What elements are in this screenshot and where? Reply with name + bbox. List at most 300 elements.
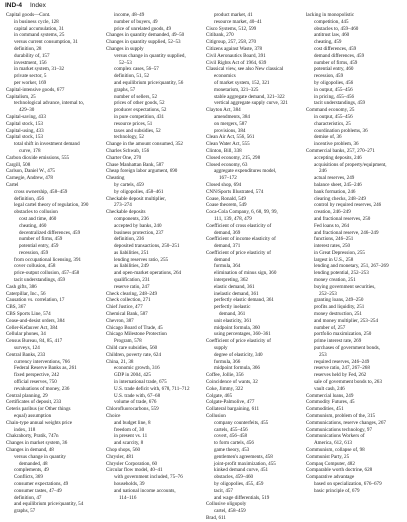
index-entry: Coase theorem, 549 <box>206 202 247 209</box>
index-entry: Coke, Jimmy, 322 <box>206 385 244 392</box>
index-entry: Checkable deposits <box>106 209 146 216</box>
index-entry: Chief Justice, 477 <box>106 304 143 311</box>
index-subentry: Program, 578 <box>114 338 142 345</box>
index-entry: Clean Water Act, 555 <box>206 141 250 148</box>
index-subentry: 246 <box>319 168 327 175</box>
index-subentry: supply <box>214 345 228 352</box>
index-subentry: prime interest rate, 269 <box>314 338 362 345</box>
index-entry: Children, poverty rate, 624 <box>106 351 162 358</box>
index-column-1 <box>6 12 105 515</box>
index-subentry: purchases of government bonds, <box>314 345 380 352</box>
index-subentry: demand differences, 459 <box>314 52 365 59</box>
index-entry: Closed economy, 63 <box>206 161 248 168</box>
index-subentry: potential entry, 460 <box>314 66 354 73</box>
index-subentry: accepting deposits, 246 <box>314 154 362 161</box>
index-entry: Civil Rights Act of 1964, 639 <box>206 59 267 66</box>
index-subentry: America, 612, 613 <box>314 440 352 447</box>
index-entry: lacking in monopolistic <box>306 12 355 18</box>
index-subentry: clearing checks, 248–249 <box>314 195 366 202</box>
index-entry: Carnegie, Andrew, 478 <box>6 175 53 182</box>
index-entry: Check clearing, 248–249 <box>106 290 158 297</box>
index-entry: Capital stock, 153 <box>6 134 43 141</box>
index-entry: Commercial loans, 249 <box>306 392 354 399</box>
index-subentry: using percentages, 360–361 <box>214 331 271 338</box>
index-subentry: by oligopolies, 456 <box>314 79 354 86</box>
index-subentry: tacit understandings, 459 <box>14 277 66 284</box>
index-subentry: degree of elasticity, 340 <box>214 351 263 358</box>
index-subentry: in business cycle, 128 <box>14 18 59 25</box>
index-subentry: perfectly inelastic <box>214 304 251 311</box>
index-subentry: formula, 364 <box>214 263 241 270</box>
index-entry: Closed economy, 215, 298 <box>206 154 261 161</box>
index-entry: Citibank, 270 <box>206 32 234 39</box>
index-subentry: total shift in investment demand <box>14 141 80 148</box>
index-subentry: monetarism, 321–325 <box>214 86 259 93</box>
index-entry: Cheating <box>106 175 125 182</box>
index-entry: Cargill, 508 <box>6 161 31 168</box>
index-subentry: number of sellers, 52 <box>114 93 158 100</box>
index-entry: Chrysler Corporation, 60 <box>106 460 158 467</box>
index-subentry: in output, 455–456 <box>314 113 353 120</box>
index-entry: Caterpillar, Inc., 56 <box>6 290 46 297</box>
index-subentry: money destruction, 251 <box>314 311 362 318</box>
index-entry: China, 21, 38 <box>106 358 134 365</box>
index-subentry: balance sheet, 245–246 <box>314 181 362 188</box>
index-subentry: required reserves, 246–249 <box>314 358 370 365</box>
index-columns <box>6 12 406 521</box>
index-entry: Capital-intensive goods, 677 <box>6 86 65 93</box>
index-subentry: acquisitions of property/equipment, <box>314 161 387 168</box>
index-subentry: creation, 246–249 <box>314 209 351 216</box>
index-entry: Changes in quantity supplied, 52–53 <box>106 39 181 46</box>
index-subentry: from occupational licensing, 391 <box>14 256 82 263</box>
index-subentry: cartels, 455–456 <box>214 426 248 433</box>
index-subentry: bank formation, 246 <box>314 188 356 195</box>
index-subentry: lending potential, 252–253 <box>314 270 369 277</box>
index-entry: Changes in supply <box>106 45 144 52</box>
index-subentry: tacit understandings, 459 <box>314 100 366 107</box>
index-subentry: money creation, 251 <box>314 277 356 284</box>
index-subentry: and fractional reserves, 250 <box>314 215 371 222</box>
index-entry: Colgate, 465 <box>206 392 233 399</box>
index-subentry: by oligopolies, 458–461 <box>114 188 164 195</box>
index-subentry: in market system, 31–32 <box>14 66 65 73</box>
index-subentry: 52–53 <box>119 59 132 66</box>
index-subentry: reserve ratio, 247, 267–268 <box>314 365 370 372</box>
index-subentry: cover collusion, 458 <box>14 263 56 270</box>
index-subentry: cost differences, 459 <box>314 45 357 52</box>
index-subentry: based on specialization, 676–679 <box>314 480 382 487</box>
index-entry: Capital-saving, 433 <box>6 113 46 120</box>
index-subentry: revaluations of money, 236 <box>14 385 70 392</box>
index-subentry: vertical aggregate supply curve, 321 <box>214 100 288 107</box>
index-entry: Cellular phones, 34 <box>6 331 46 338</box>
index-subentry: definition, 47 <box>14 494 42 501</box>
index-entry: Collusion <box>206 413 226 420</box>
index-subentry: cross ownership, 458–459 <box>14 188 68 195</box>
index-subentry: interpreting, 362 <box>214 277 248 284</box>
index-subentry: definition, 28 <box>14 45 42 52</box>
index-subentry: perfectly elastic demand, 361 <box>214 297 274 304</box>
index-subentry: company counterfeits, 455 <box>214 419 269 426</box>
index-subentry: Conflicts, 369 <box>14 474 43 481</box>
index-entry: Choice <box>106 413 121 420</box>
index-entry: Chakraborty, Pratik, 747n <box>6 433 59 440</box>
index-subentry: 114–116 <box>119 494 137 501</box>
index-subentry: demand, 371 <box>214 243 241 250</box>
page-title: Index <box>29 2 46 9</box>
index-subentry: in command systems, 25 <box>14 32 65 39</box>
index-subentry: interest rates, 250 <box>314 243 351 250</box>
index-entry: Change in the amount consumed, 352 <box>106 141 183 148</box>
index-column-3 <box>206 12 305 521</box>
index-subentry: demanded, 48 <box>19 460 48 467</box>
index-subentry: of market system, 152, 321 <box>214 79 270 86</box>
index-subentry: gentlemen's agreements, 458 <box>214 453 273 460</box>
index-subentry: U.S. trade with, 67–68 <box>114 392 161 399</box>
index-subentry: with government included, 75–76 <box>114 474 183 481</box>
index-subentry: in output, 455–456 <box>314 86 353 93</box>
index-subentry: economics <box>214 73 236 80</box>
index-subentry: cheating, 459 <box>314 39 342 46</box>
index-subentry: components, 236 <box>114 215 149 222</box>
index-entry: Compaq Computer, 482 <box>306 460 355 467</box>
index-subentry: game theory, 453 <box>214 447 250 453</box>
index-subentry: and fractional reserve, 246–249 <box>314 229 379 236</box>
index-entry: Chemical Bank, 587 <box>106 311 148 318</box>
index-subentry: resource market, 40–41 <box>214 18 262 25</box>
index-entry: Cisco Systems, 512, 599 <box>206 25 257 32</box>
index-subentry: 167–172 <box>219 175 237 182</box>
index-subentry: demand, 361 <box>219 311 246 318</box>
index-entry: Central Banks, 233 <box>6 351 46 358</box>
index-entry: Communist Party, 25 <box>306 453 350 460</box>
index-subentry: economic growth, 316 <box>114 365 160 372</box>
index-subentry: and scarcity, 8 <box>114 440 144 447</box>
index-subentry: incentive problem, 36 <box>314 141 359 148</box>
index-subentry: accepted by banks, 240 <box>114 222 162 229</box>
index-subentry: durability of, 157 <box>14 52 50 59</box>
index-subentry: price-output collusion, 457–458 <box>14 270 80 277</box>
index-subentry: price of unrelated goods, 49 <box>114 25 172 32</box>
index-entry: Cash gifts, 386 <box>6 283 37 290</box>
index-subentry: surveys, 124 <box>14 345 40 352</box>
index-subentry: actual reserves, 249 <box>314 175 355 182</box>
index-entry: Commercial banks, 257, 270–271 <box>306 147 375 154</box>
index-subentry: consumer expectations, 49 <box>14 480 69 487</box>
index-subentry: complements, 49 <box>14 467 49 474</box>
index-entry: Circular flow model, 40–41 <box>106 467 163 474</box>
index-subentry: legal cartel theory of regulation, 390 <box>14 202 89 209</box>
index-subentry: equal) assumption <box>14 413 52 420</box>
index-entry: Cartel <box>6 181 19 188</box>
index-subentry: and equilibrium price/quantity, 54 <box>14 501 84 508</box>
index-subentry: 252–253 <box>319 290 337 297</box>
index-entry: Commodity Futures, 45 <box>306 399 355 406</box>
index-entry: Ceteris paribus (or Other things <box>6 406 71 413</box>
index-subentry: versus change in quantity <box>14 453 66 460</box>
index-subentry: official reserves, 750 <box>14 379 57 386</box>
index-subentry: midpoint formula, 360 <box>214 324 260 331</box>
index-entry: Communism, problem of the, 315 <box>306 413 376 420</box>
index-subentry: lending reserves ratio, 255 <box>114 256 169 263</box>
index-subentry: consumer tastes, 47–49 <box>14 487 62 494</box>
index-subentry: antitrust law, 460 <box>314 32 350 39</box>
index-entry: Checkable deposit multiplier, <box>106 195 166 202</box>
index-subentry: resource prices, 51 <box>114 120 153 127</box>
index-entry: Command economy, 25 <box>306 107 355 114</box>
index-entry: Communications technology, 97 <box>306 426 373 433</box>
running-header <box>5 1 46 11</box>
index-subentry: capital accumulation, 31 <box>14 25 64 32</box>
index-entry: Chain-type annual weights price <box>6 419 73 426</box>
index-subentry: fixed perspective, 242 <box>14 372 60 379</box>
index-subentry: in pure competition, 431 <box>114 113 165 120</box>
index-subentry: to form cartels, 456 <box>214 440 254 447</box>
index-subentry: potential entry, 459 <box>19 243 59 250</box>
index-subentry: vault cash, 246 <box>314 385 345 392</box>
index-subentry: number of, 257 <box>314 324 346 331</box>
index-entry: Certificates of deposit, 233 <box>6 399 62 406</box>
index-subentry: per worker, 169 <box>14 79 47 86</box>
index-subentry: recession, 459 <box>314 73 344 80</box>
index-entry: Coase, Ronald, 549 <box>206 195 246 202</box>
index-subentry: definition, 51, 52 <box>114 73 150 80</box>
index-entry: Carbon dioxide emissions, 555 <box>6 154 70 161</box>
index-subentry: and wage differentials, 519 <box>214 494 270 501</box>
index-subentry: inelastic demand, 361 <box>214 290 259 297</box>
index-subentry: cost and time, 460 <box>19 215 57 222</box>
index-subentry: demand, 369 <box>214 229 241 236</box>
index-entry: Coefficient of price elasticity of <box>206 338 271 345</box>
index-column-4 <box>306 12 405 494</box>
index-subentry: income, 48–49 <box>114 12 145 18</box>
index-subentry: private sector, 5 <box>14 73 47 80</box>
index-subentry: volume of trade, 676 <box>114 399 157 406</box>
index-subentry: currency interventions, 766 <box>14 358 70 365</box>
index-subentry: 273–274 <box>114 202 132 209</box>
index-subentry: functions, 246–251 <box>314 236 354 243</box>
index-subentry: kinked demand curve, 451 <box>214 467 269 474</box>
index-subentry: formula, 366 <box>214 358 241 365</box>
index-entry: Coffee, Jollie, 356 <box>206 372 244 379</box>
index-subentry: qualification, 231 <box>114 277 150 284</box>
index-subentry: in present vs. 11 <box>114 433 148 440</box>
index-subentry: portfolio maximization, 250 <box>314 331 372 338</box>
index-entry: Communism, collapse of, 98 <box>306 447 365 453</box>
index-entry: Collateral bargaining, 611 <box>206 406 260 413</box>
index-entry: Coefficient of cross elasticity of <box>206 222 272 229</box>
index-entry: Capital-using, 433 <box>6 127 44 134</box>
index-entry: Charter One, 270 <box>106 154 142 161</box>
index-entry: Chlorofluorocarbons, 559 <box>106 406 159 413</box>
index-subentry: number of buyers, 49 <box>114 18 158 25</box>
index-entry: Clinton, Bill, 338 <box>206 147 242 154</box>
index-subentry: 253 <box>319 351 327 358</box>
index-subentry: by cartels, 459 <box>114 181 144 188</box>
index-subentry: and money multiplier, 253–254 <box>314 317 379 324</box>
index-entry: Classical view, see also New classical <box>206 66 284 73</box>
index-subentry: profits and liquidity, 251 <box>314 304 365 311</box>
index-entry: Clean Air Act, 556, 561 <box>206 134 255 141</box>
index-entry: Changes in demand, 48 <box>6 447 54 453</box>
index-entry: Capital goods—Cont. <box>6 12 51 18</box>
index-subentry: GDP in 2004, 425 <box>114 372 151 379</box>
index-subentry: granting loans, 249–250 <box>314 297 364 304</box>
index-subentry: number of firms, 459 <box>314 59 358 66</box>
index-subentry: lending and monetary, 251, 267–269 <box>314 263 389 270</box>
index-entry: Citizens against Waste, 378 <box>206 45 263 52</box>
index-subentry: basic principle of, 679 <box>314 487 360 494</box>
index-entry: Coefficient of income elasticity of <box>206 236 276 243</box>
index-subentry: joint-profit maximization, 455 <box>214 460 276 467</box>
index-entry: CBS Sports Line, 574 <box>6 311 51 318</box>
index-subentry: obstacles to, 459–460 <box>314 25 359 32</box>
index-entry: Charles Schwab, 156 <box>106 147 150 154</box>
index-entry: Carlson, Daniel W., 475 <box>6 168 55 175</box>
index-subentry: producer expectations, 52 <box>114 107 167 114</box>
index-subentry: elimination of minus sign, 360 <box>214 270 277 277</box>
index-subentry: in Great Depression, 255 <box>314 249 365 256</box>
index-subentry: largest in U.S., 258 <box>314 256 354 263</box>
index-entry: Check collection, 271 <box>106 297 151 304</box>
index-entry: Changes in quantity demanded, 49–50 <box>106 32 185 39</box>
index-subentry: U.S. trade deficit with, 678, 711–712 <box>114 385 190 392</box>
index-subentry: obstacles, 459–460 <box>214 474 254 481</box>
index-subentry: investment, 156 <box>14 59 47 66</box>
index-subentry: complex cases, 56–57 <box>114 66 159 73</box>
index-subentry: demand <box>214 256 231 263</box>
index-subentry: in international trade, 675 <box>114 379 167 386</box>
index-subentry: aggregate expenditures model, <box>214 168 277 175</box>
index-subentry: and open-market operations, 264 <box>114 270 182 277</box>
index-subentry: households, 39 <box>114 480 145 487</box>
index-subentry: 429–30 <box>19 107 35 114</box>
index-entry: Closed shop, 694 <box>206 181 242 188</box>
index-entry: Child care subsidies, 560 <box>106 345 158 352</box>
index-subentry: decentralized differences, 459 <box>19 229 81 236</box>
index-subentry: as liabilities, 249 <box>114 263 149 270</box>
index-subentry: in pricing, 455–456 <box>314 93 355 100</box>
index-subentry: graphs, 57 <box>114 86 136 93</box>
index-entry: Chop shops, 560 <box>106 447 141 453</box>
index-subentry: by oligopolies, 455, 459 <box>214 480 264 487</box>
index-subentry: definition, 236 <box>114 236 144 243</box>
index-entry: Census Bureau, 84, 85, 417 <box>6 338 63 345</box>
index-subentry: coordination problems, 36 <box>314 127 368 134</box>
index-subentry: midpoint formula, 366 <box>214 365 260 372</box>
index-subentry: covert, 456–458 <box>214 433 248 440</box>
index-entry: Citigroup, 257, 258, 270 <box>206 39 257 46</box>
index-subentry: definition, 456 <box>14 195 44 202</box>
index-entry: Brad, 611 <box>206 514 226 521</box>
index-entry: Chicago Milestone Protection <box>106 331 167 338</box>
index-subentry: taxes and subsidies, 52 <box>114 127 161 134</box>
index-subentry: technological advance, internal to, <box>14 100 85 107</box>
index-subentry: amendments, 384 <box>214 113 250 120</box>
index-subentry: prices of other goods, 52 <box>114 100 165 107</box>
index-subentry: and equilibrium price/quantity, 56 <box>114 79 184 86</box>
index-subentry: characteristics, 25 <box>314 120 351 127</box>
index-entry: Central planning, 29 <box>6 392 48 399</box>
index-subentry: graphs, 57 <box>14 508 36 515</box>
index-subentry: reserve ratio, 247 <box>114 283 150 290</box>
index-subentry: Federal Reserve Banks as, 261 <box>14 365 77 372</box>
index-entry: Commodities, 451 <box>306 406 344 413</box>
index-subentry: deposited transactions, 250–251 <box>114 243 180 250</box>
index-entry: Civil Aeronautics Board, 391 <box>206 52 266 59</box>
index-subentry: sale of government bonds to, 263 <box>314 379 382 386</box>
index-subentry: competition, 445 <box>314 18 349 25</box>
index-entry: Comparable worth doctrine, 628 <box>306 467 373 474</box>
index-entry: Cheap foreign labor argument, 690 <box>106 168 178 175</box>
index-entry: Causation vs. correlation, 17 <box>6 297 65 304</box>
index-subentry: business protection, 237 <box>114 229 164 236</box>
index-subentry: Fed loans to, 264 <box>314 222 350 229</box>
index-subentry: 111, 139, 478, 479 <box>214 215 252 222</box>
index-entry: Colgate-Palmolive, 477 <box>206 399 255 406</box>
index-entry: Cease-and-desist orders, 384 <box>6 317 65 324</box>
index-subentry: cheating, 460 <box>19 222 47 229</box>
index-subentry: recession, 459 <box>19 249 49 256</box>
index-entry: Coincidence of wants, 32 <box>206 379 258 386</box>
index-entry: Clayton Act, 384 <box>206 107 241 114</box>
index-subentry: versus current consumption, 31 <box>14 39 78 46</box>
index-entry: Comparative advantage <box>306 474 355 481</box>
index-entry: Chicago Board of Trade, 45 <box>106 324 163 331</box>
index-subentry: index, 118 <box>14 426 36 433</box>
index-subentry: as liabilities, 251 <box>114 249 149 256</box>
index-entry: CBS, 367 <box>6 304 26 311</box>
index-subentry: obstacles to collusion <box>14 209 58 216</box>
index-subentry: versus change in quantity supplied, <box>114 52 186 59</box>
index-entry: Capital stock, 153 <box>6 120 43 127</box>
index-subentry: technology, 52 <box>114 134 144 141</box>
page-section-label: IND-4 <box>5 2 22 9</box>
index-subentry: buying government securities, <box>314 283 376 290</box>
index-entry: Coca-Cola Company, 6, 68, 99, 99, <box>206 209 278 216</box>
index-subentry: freedom of, 30 <box>114 426 145 433</box>
index-subentry: control by required reserves, 246 <box>314 202 382 209</box>
index-entry: Collusive oligopoly <box>206 501 247 508</box>
index-subentry: product market, 41 <box>214 12 253 18</box>
index-column-2 <box>106 12 205 501</box>
index-subentry: cartel, 458–459 <box>214 508 246 515</box>
index-entry: Communications, reserve changes, 267 <box>306 419 386 426</box>
index-subentry: and budget line, 8 <box>114 419 151 426</box>
index-entry: Chase Manhattan Bank, 587 <box>106 161 164 168</box>
index-subentry: demise of, 36 <box>314 134 342 141</box>
index-entry: Celler-Kefauver Act, 384 <box>6 324 58 331</box>
index-subentry: number of firms, 459 <box>19 236 63 243</box>
index-subentry: elastic demand, 361 <box>214 283 255 290</box>
index-entry: Capitalism, 25 <box>6 93 36 100</box>
index-subentry: curve, 178 <box>19 147 41 154</box>
index-entry: Chrysler, 481 <box>106 453 134 460</box>
index-entry: Changes in market system, 36 <box>6 440 68 447</box>
index-entry: CNN/Sports Illustrated, 574 <box>206 188 264 195</box>
index-subentry: unit elasticity, 361 <box>214 317 252 324</box>
index-subentry: tacit, 457 <box>214 487 233 494</box>
index-subentry: on mergers, 587 <box>214 120 247 127</box>
index-entry: Coefficient of price elasticity of <box>206 249 271 256</box>
index-subentry: and national income accounts, <box>114 487 176 494</box>
index-subentry: provisions, 384 <box>214 127 246 134</box>
index-entry: Chevron, 387 <box>106 317 134 324</box>
index-subentry: stable aggregate demand, 321–322 <box>214 93 285 100</box>
index-subentry: reserves held by Fed, 262 <box>314 372 367 379</box>
index-entry: Communications Workers of <box>306 433 365 440</box>
